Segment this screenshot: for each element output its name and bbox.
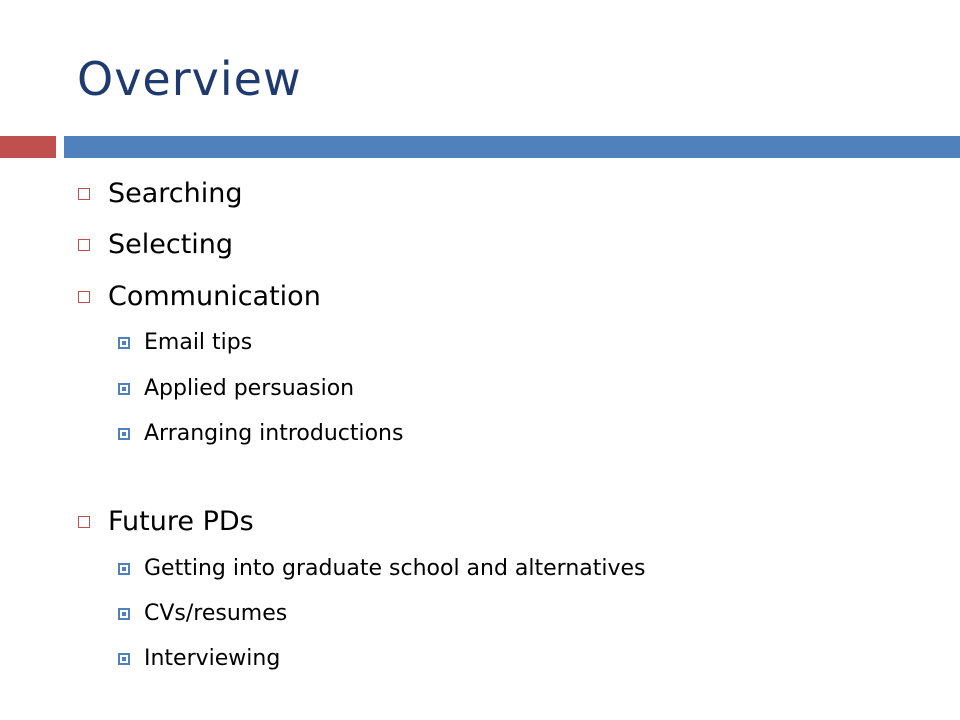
hollow-square-bullet-icon	[78, 188, 90, 200]
hollow-square-bullet-icon	[78, 516, 90, 528]
sub-bullet-arranging-introductions	[118, 420, 403, 448]
bullet-item-future-pds	[78, 505, 254, 539]
filled-square-bullet-icon	[118, 653, 130, 665]
sub-bullet-applied-persuasion	[118, 375, 354, 403]
title-accent-bar-red	[0, 136, 56, 158]
bullet-text: Searching	[108, 178, 243, 209]
sub-bullet-text: CVs/resumes	[144, 601, 288, 626]
bullet-item-searching	[78, 177, 243, 211]
sub-bullet-graduate-school	[118, 555, 646, 583]
filled-square-bullet-icon	[118, 337, 130, 349]
bullet-text: Communication	[108, 281, 321, 312]
filled-square-bullet-icon	[118, 608, 130, 620]
bullet-item-communication	[78, 280, 321, 314]
sub-bullet-text: Arranging introductions	[144, 421, 404, 446]
sub-bullet-text: Email tips	[144, 330, 253, 355]
slide-title: Overview	[77, 52, 302, 106]
sub-bullet-email-tips	[118, 329, 252, 357]
bullet-item-selecting	[78, 228, 233, 262]
hollow-square-bullet-icon	[78, 291, 90, 303]
filled-square-bullet-icon	[118, 563, 130, 575]
filled-square-bullet-icon	[118, 383, 130, 395]
sub-bullet-text: Interviewing	[144, 646, 281, 671]
title-accent-bar-blue	[64, 136, 960, 158]
sub-bullet-interviewing	[118, 645, 280, 673]
bullet-text: Selecting	[108, 229, 234, 260]
filled-square-bullet-icon	[118, 428, 130, 440]
hollow-square-bullet-icon	[78, 239, 90, 251]
sub-bullet-text: Applied persuasion	[144, 376, 355, 401]
sub-bullet-text: Getting into graduate school and alternatives	[144, 556, 646, 581]
bullet-text: Future PDs	[108, 506, 254, 537]
sub-bullet-cvs-resumes	[118, 600, 287, 628]
